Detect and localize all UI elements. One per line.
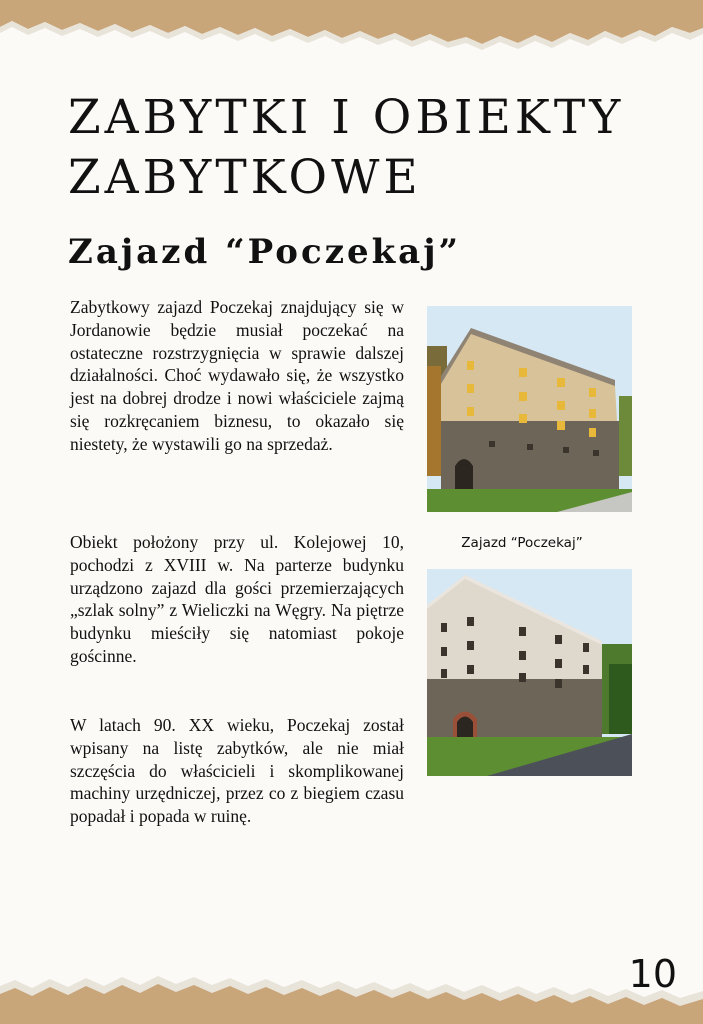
section-subtitle: Zajazd “Poczekaj”	[68, 232, 462, 272]
page-number: 10	[628, 952, 677, 996]
inn-photo-front	[427, 306, 632, 512]
torn-paper-bottom	[0, 964, 703, 1024]
photo-caption: Zajazd “Poczekaj”	[461, 535, 583, 551]
torn-paper-top	[0, 0, 703, 60]
paragraph-2: Obiekt położony przy ul. Kolejowej 10, pochodzi z XVIII w. Na parterze budynku urządzono zajazd dla gości przemierzających „szlak solny” z Wieliczki na Węgry. Na piętrze budynku mieściły się natomiast pokoje gościnne.	[70, 532, 404, 666]
inn-photo-side	[427, 569, 632, 776]
page-title: ZABYTKI I OBIEKTY ZABYTKOWE	[68, 90, 625, 205]
paragraph-3: W latach 90. XX wieku, Poczekaj został wpisany na listę zabytków, ale nie miał szczęścia do właścicieli i skomplikowanej machiny urzędniczej, przez co z biegiem czasu popadał i popada w ruinę.	[70, 715, 404, 827]
paragraph-1: Zabytkowy zajazd Poczekaj znajdujący się w Jordanowie będzie musiał poczekać na ostateczne rozstrzygnięcia w sprawie dalszej działalności. Choć wydawało się, że wszystko jest na dobrej drodze i nowi właściciele zajmą się rozkręcaniem biznesu, to okazało się niestety, że wystawili go na sprzedaż.	[70, 297, 404, 454]
